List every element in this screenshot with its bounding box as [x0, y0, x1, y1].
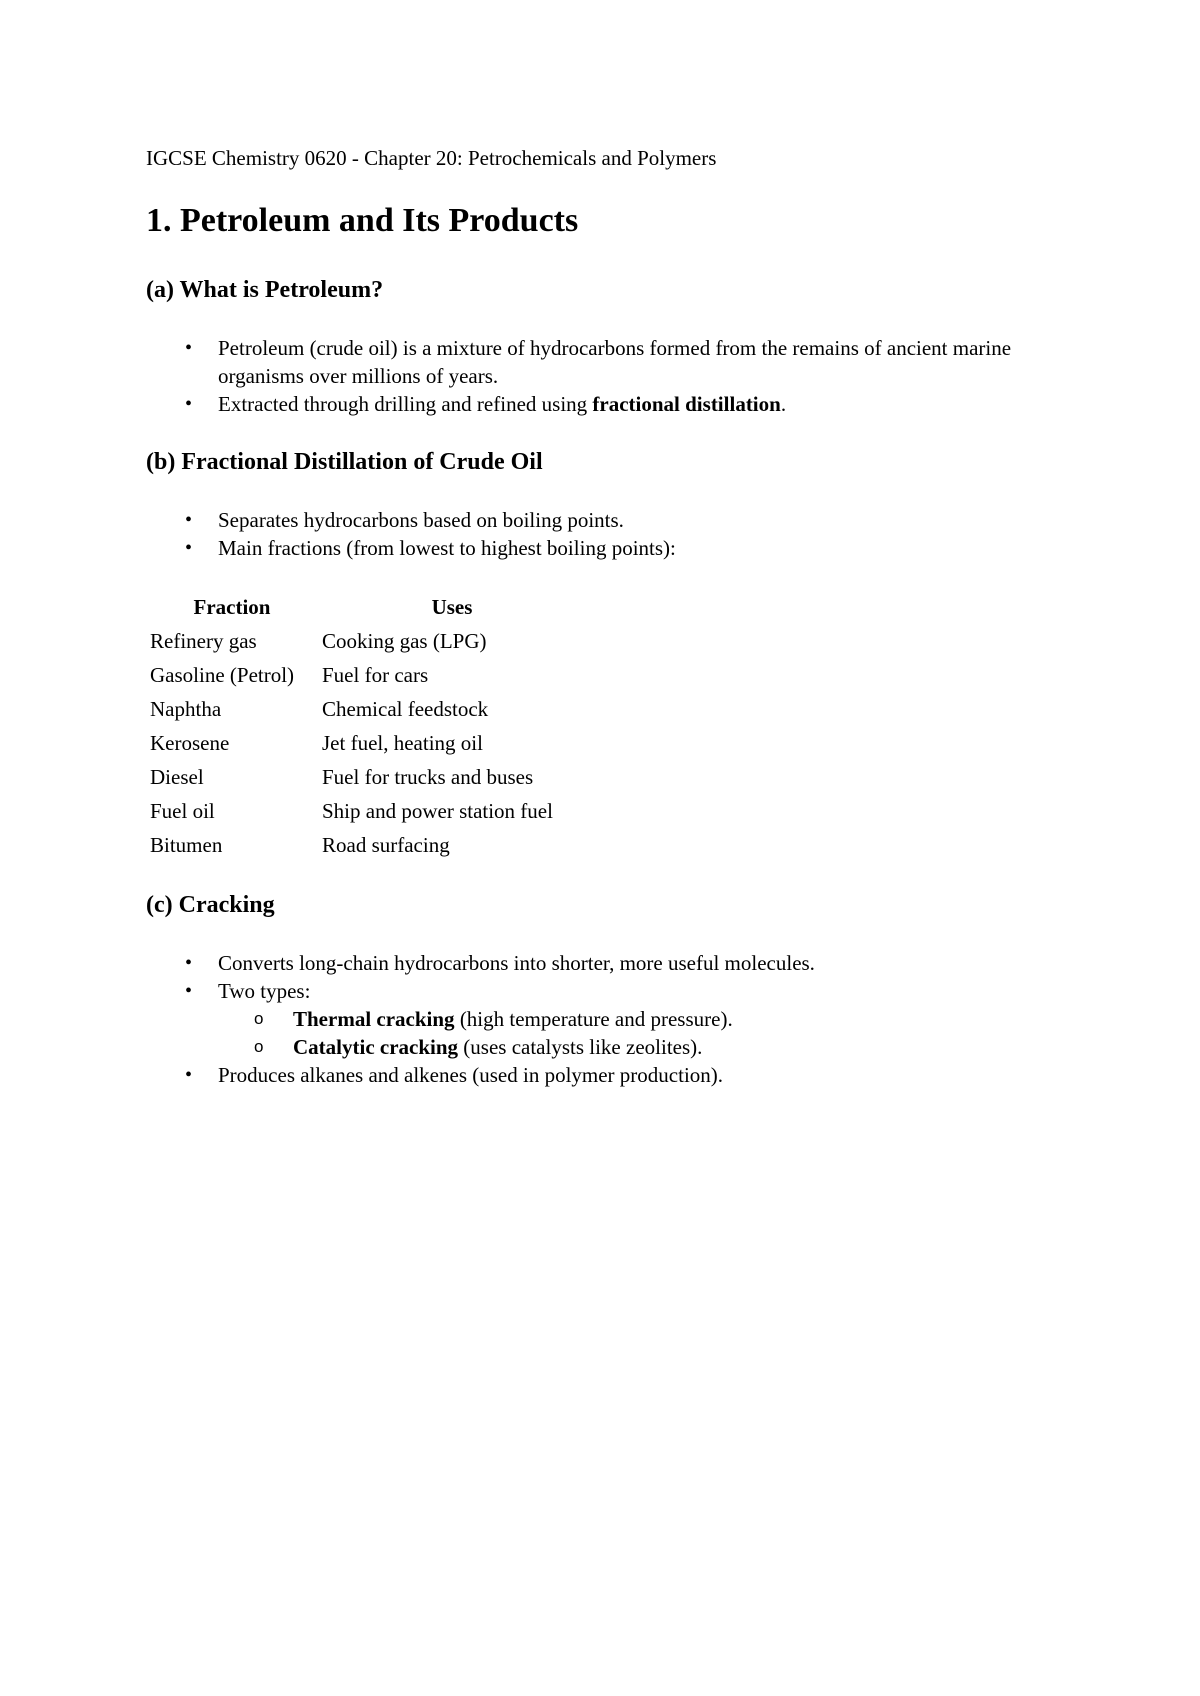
list-item-text: Two types: — [218, 979, 311, 1003]
list-item-text: Separates hydrocarbons based on boiling points. — [218, 508, 624, 532]
bullet-marker: • — [185, 537, 193, 559]
fraction-cell: Gasoline (Petrol) — [150, 662, 295, 687]
fraction-cell: Fuel oil — [150, 798, 215, 823]
uses-cell: Fuel for cars — [322, 662, 429, 687]
table-row — [146, 828, 586, 862]
fraction-cell: Naphtha — [150, 696, 222, 721]
table-header-row — [146, 590, 586, 624]
sub-list-item-text: (uses catalysts like zeolites). — [458, 1035, 703, 1059]
table-row — [146, 794, 586, 828]
sub-bullet-marker: o — [254, 1037, 264, 1056]
bullet-list-a — [146, 334, 1018, 418]
column-header-uses: Uses — [431, 594, 473, 619]
list-item — [146, 390, 1018, 418]
sub-list-item-text: (high temperature and pressure). — [454, 1007, 733, 1031]
list-item — [146, 977, 815, 1061]
column-header-fraction: Fraction — [193, 594, 271, 619]
bullet-list-b — [146, 506, 676, 562]
table-row — [146, 658, 586, 692]
fractions-table — [146, 590, 586, 862]
bold-term: fractional distillation — [592, 392, 781, 416]
uses-cell: Ship and power station fuel — [322, 798, 553, 823]
sub-list-item — [218, 1005, 815, 1033]
table-row — [146, 692, 586, 726]
sub-list-item — [218, 1033, 815, 1061]
section-heading: 1. Petroleum and Its Products — [146, 202, 579, 239]
bullet-marker: • — [185, 980, 193, 1002]
subsection-heading-a: (a) What is Petroleum? — [146, 277, 384, 303]
bold-term: Catalytic cracking — [293, 1035, 459, 1059]
bullet-marker: • — [185, 337, 193, 359]
fraction-cell: Diesel — [150, 764, 204, 789]
list-item-text: Main fractions (from lowest to highest boiling points): — [218, 536, 676, 560]
list-item — [146, 1061, 815, 1089]
document-header: IGCSE Chemistry 0620 - Chapter 20: Petrochemicals and Polymers — [146, 146, 717, 170]
uses-cell: Cooking gas (LPG) — [322, 628, 487, 653]
subsection-heading-b: (b) Fractional Distillation of Crude Oil — [146, 449, 543, 475]
list-item — [146, 506, 676, 534]
list-item-text: Converts long-chain hydrocarbons into shorter, more useful molecules. — [218, 951, 815, 975]
fraction-cell: Bitumen — [150, 832, 223, 857]
list-item-text-suffix: . — [780, 392, 787, 416]
uses-cell: Chemical feedstock — [322, 696, 489, 721]
list-item-text: Extracted through drilling and refined using — [218, 392, 593, 416]
list-item-text: Produces alkanes and alkenes (used in polymer production). — [218, 1063, 724, 1087]
sub-bullet-list — [218, 1005, 815, 1061]
fraction-cell: Kerosene — [150, 730, 230, 755]
bullet-marker: • — [185, 1064, 193, 1086]
bullet-marker: • — [185, 393, 193, 415]
sub-bullet-marker: o — [254, 1009, 264, 1028]
uses-cell: Jet fuel, heating oil — [322, 730, 483, 755]
bold-term: Thermal cracking — [293, 1007, 455, 1031]
list-item-text: Petroleum (crude oil) is a mixture of hydrocarbons formed from the remains of ancient marine organisms over millions of years. — [218, 336, 1012, 388]
fraction-cell: Refinery gas — [150, 628, 257, 653]
list-item — [146, 949, 815, 977]
bullet-marker: • — [185, 952, 193, 974]
table-row — [146, 624, 586, 658]
table-row — [146, 760, 586, 794]
subsection-heading-c: (c) Cracking — [146, 892, 275, 918]
list-item — [146, 334, 1018, 390]
bullet-list-c — [146, 949, 815, 1089]
uses-cell: Road surfacing — [322, 832, 450, 857]
table-row — [146, 726, 586, 760]
bullet-marker: • — [185, 509, 193, 531]
uses-cell: Fuel for trucks and buses — [322, 764, 534, 789]
list-item — [146, 534, 676, 562]
